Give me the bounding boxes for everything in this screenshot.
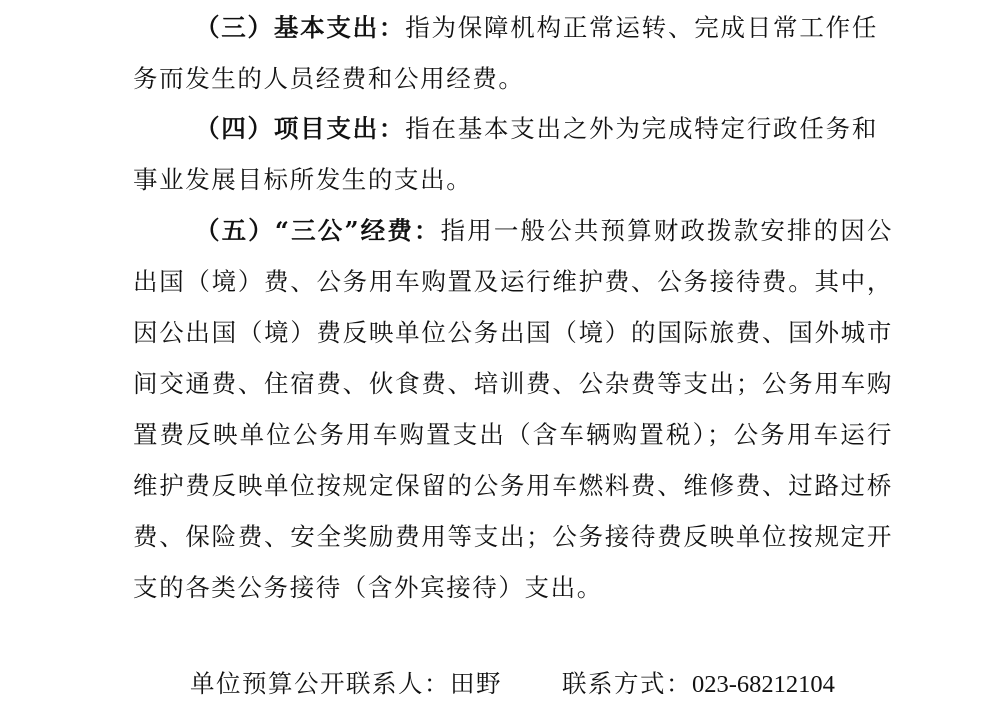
- term-three-public-expenses: （五）“三公”经费：: [195, 216, 441, 245]
- contact-footer: [190, 664, 835, 705]
- paragraph-project-expenditure: [133, 103, 878, 205]
- definition-three-public-expenses: 指用一般公共预算财政拨款安排的因公出国（境）费、公务用车购置及运行维护费、公务接待费。其中，因公出国（境）费反映单位公务出国（境）的国际旅费、国外城市间交通费、住宿费、伙食费、培训费、公杂费等支出；公务用车购置费反映单位公务用车购置支出（含车辆购置税）；公务用车运行维护费反映单位按规定保留的公务用车燃料费、维修费、过路过桥费、保险费、安全奖励费用等支出；公务接待费反映单位按规定开支的各类公务接待（含外宾接待）支出。: [133, 216, 894, 602]
- definition-project-expenditure: 指在基本支出之外为完成特定行政任务和事业发展目标所发生的支出。: [133, 114, 878, 194]
- contact-phone-number: 023-68212104: [692, 671, 835, 698]
- term-project-expenditure: （四）项目支出：: [195, 114, 406, 143]
- definition-basic-expenditure: 指为保障机构正常运转、完成日常工作任务而发生的人员经费和公用经费。: [133, 13, 878, 93]
- contact-person: 单位预算公开联系人：田野: [190, 669, 502, 698]
- paragraph-basic-expenditure: [133, 2, 878, 104]
- term-basic-expenditure: （三）基本支出：: [195, 13, 406, 42]
- paragraph-three-public-expenses: [133, 205, 893, 613]
- contact-method-label: 联系方式：: [562, 669, 692, 698]
